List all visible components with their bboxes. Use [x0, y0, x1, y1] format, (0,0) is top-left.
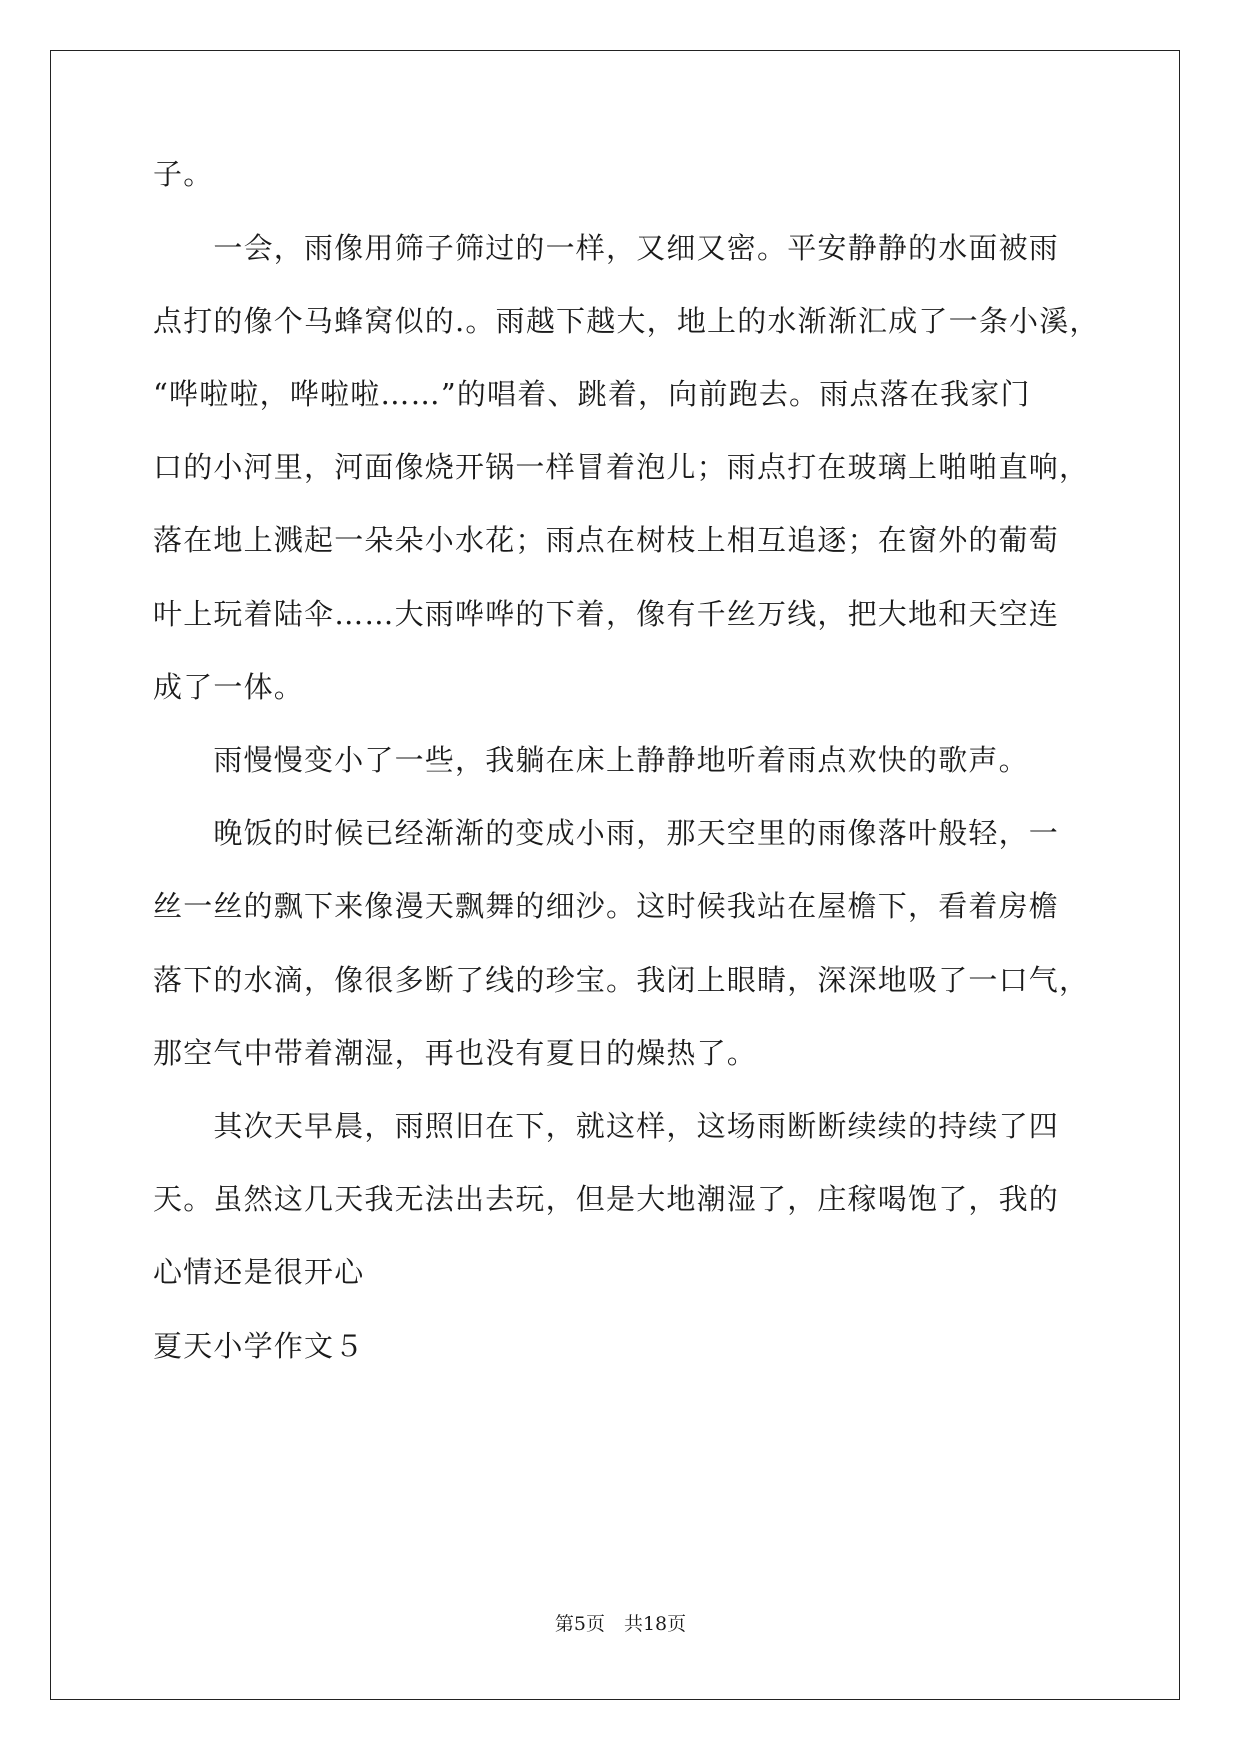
text-line: 点打的像个马蜂窝似的.。雨越下越大，地上的水渐渐汇成了一条小溪， — [153, 304, 1100, 338]
text-line: 天。虽然这几天我无法出去玩，但是大地潮湿了，庄稼喝饱了，我的 — [153, 1182, 1060, 1216]
text-line: 丝一丝的飘下来像漫天飘舞的细沙。这时候我站在屋檐下，看着房檐 — [153, 889, 1060, 923]
text-line: 子。 — [153, 157, 214, 191]
text-line: 叶上玩着陆伞……大雨哗哗的下着，像有千丝万线，把大地和天空连 — [153, 597, 1060, 631]
text-line: 心情还是很开心 — [153, 1255, 365, 1289]
text-line: 雨慢慢变小了一些，我躺在床上静静地听着雨点欢快的歌声。 — [153, 743, 1029, 777]
section-heading: 夏天小学作文５ — [153, 1329, 365, 1363]
text-line: 口的小河里，河面像烧开锅一样冒着泡儿；雨点打在玻璃上啪啪直响， — [153, 450, 1090, 484]
text-line: “哗啦啦，哗啦啦……”的唱着、跳着，向前跑去。雨点落在我家门 — [153, 377, 1031, 411]
text-line: 一会，雨像用筛子筛过的一样，又细又密。平安静静的水面被雨 — [153, 231, 1060, 265]
text-line: 落在地上溅起一朵朵小水花；雨点在树枝上相互追逐；在窗外的葡萄 — [153, 523, 1060, 557]
text-line: 成了一体。 — [153, 670, 305, 704]
text-line: 落下的水滴，像很多断了线的珍宝。我闭上眼睛，深深地吸了一口气， — [153, 963, 1090, 997]
text-line: 其次天早晨，雨照旧在下，就这样，这场雨断断续续的持续了四 — [153, 1109, 1060, 1143]
page-border — [50, 50, 1180, 1700]
text-line: 晚饭的时候已经渐渐的变成小雨，那天空里的雨像落叶般轻，一 — [153, 816, 1060, 850]
text-line: 那空气中带着潮湿，再也没有夏日的燥热了。 — [153, 1036, 758, 1070]
page-number-footer: 第5页 共18页 — [554, 1613, 687, 1635]
